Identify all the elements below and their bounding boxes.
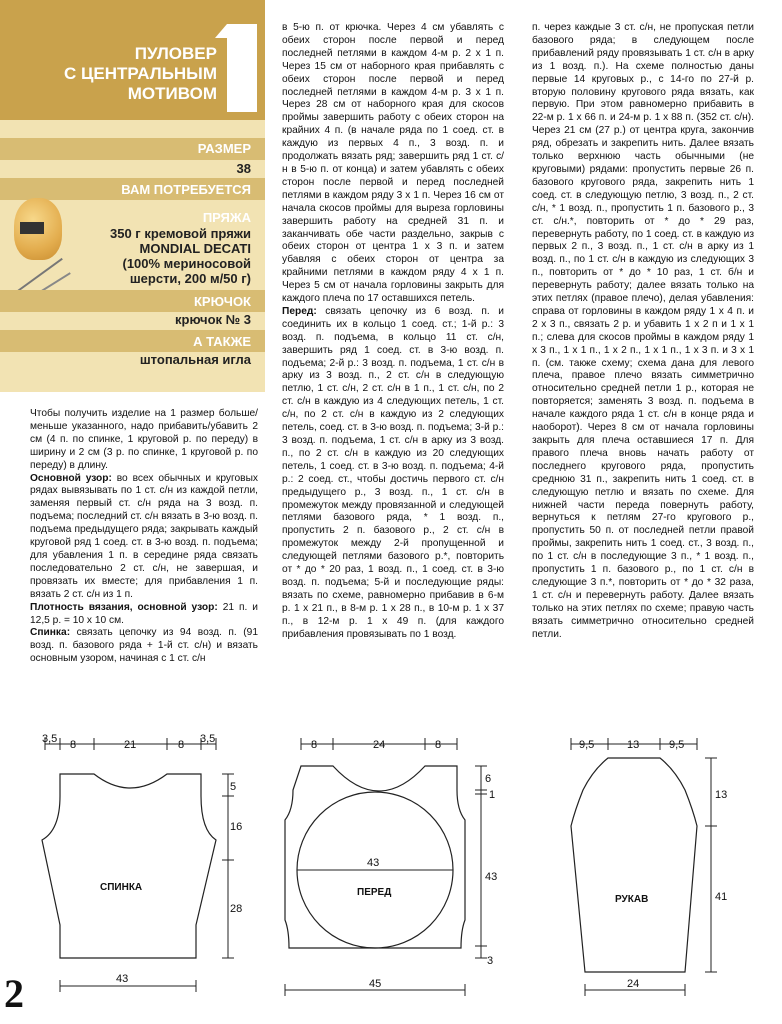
dimension-label: 43	[485, 871, 498, 883]
dimension-label: 24	[627, 978, 640, 990]
dimension-label: 8	[311, 739, 318, 751]
dimension-label: 28	[230, 903, 243, 915]
yarn-details: 350 г кремовой пряжи MONDIAL DECATI (100% мериносовой шерсти, 200 м/50 г)	[109, 226, 251, 286]
sleeve-schematic	[545, 730, 765, 1000]
info-panel	[0, 0, 265, 392]
front-label: ПЕРЕД	[357, 887, 392, 898]
dimension-label: 24	[373, 739, 386, 751]
sleeve-label: РУКАВ	[615, 894, 649, 905]
number-one-graphic	[227, 24, 257, 112]
back-schematic	[20, 730, 250, 1000]
dimension-label: 16	[230, 821, 243, 833]
page-title: ПУЛОВЕР С ЦЕНТРАЛЬНЫМ МОТИВОМ	[64, 44, 217, 103]
text-column-1: Чтобы получить изделие на 1 размер больше/меньше указанного, надо прибавить/убавить 2 см (4 п. по спинке, 1 круговой р. по переду) в ширину и 2 см (3 р. по спинке, 1 круговой р. по переду) в длину. Основной узор: во всех обычных и круговых рядах вывязывать по 1 ст. с/н из каждой петли, заменяя первый ст. с/н ряда на 3 возд. п. подъема; последний ст. с/н вязать в 3-ю возд. п. подъема предыдущего ряда; закрывать каждый круговой ряд 1 соед. ст. в 3-ю возд. п. подъема; для убавления 1 п. в середине ряда связать последовательно 2 ст. с/н, не завершая, и провязать их вместе; для прибавления 1 п. вязать 2 ст. с/н из 1 п. Плотность вязания, основной узор: 21 п. и 12,5 р. = 10 х 10 см. Спинка: связать цепочку из 94 возд. п. (91 возд. п. базового ряда + 1-й ст. с/н) и вязать основным узором, начиная с 1 ст. с/н	[30, 408, 258, 665]
dimension-label: 21	[124, 739, 137, 751]
dimension-label: 3,5	[200, 733, 216, 745]
dimension-label: 6	[485, 773, 492, 785]
hook-label: КРЮЧОК	[193, 294, 251, 309]
title-box	[0, 0, 265, 120]
also-value: штопальная игла	[139, 352, 251, 367]
dimension-label: 9,5	[669, 739, 685, 751]
size-value: 38	[236, 161, 251, 176]
back-label: СПИНКА	[100, 882, 143, 893]
dimension-label: 43	[367, 857, 380, 869]
needs-label: ВАМ ПОТРЕБУЕТСЯ	[121, 182, 251, 197]
also-label: А ТАКЖЕ	[193, 334, 251, 349]
yarn-label: ПРЯЖА	[202, 210, 251, 225]
dimension-label: 8	[435, 739, 442, 751]
yarn-label-icon	[20, 222, 44, 234]
dimension-label: 5	[230, 781, 237, 793]
dimension-label: 45	[369, 978, 382, 990]
dimension-label: 1	[489, 789, 496, 801]
hook-value: крючок № 3	[175, 312, 251, 327]
dimension-label: 13	[627, 739, 640, 751]
dimension-label: 9,5	[579, 739, 595, 751]
dimension-label: 41	[715, 891, 728, 903]
dimension-label: 13	[715, 789, 728, 801]
dimension-label: 3	[487, 955, 494, 967]
text-column-3: п. через каждые 3 ст. с/н, не пропуская петли базового ряда; в следующем после прибавлений ряду провязывать 1 ст. с/н в арку из 1 возд. п.). На схеме полностью даны первые 14 круговых р., с 14-го по 27-й р. вторую половину кругового ряда вязать, как первую. При этом равномерно прибавить в 22-м р. 1 х 66 п. и 24-м р. 1 х 88 п. (352 ст. с/н). Через 21 см (27 р.) от центра круга, закончив ряд, обрезать и закрепить нить. Далее вязать только верхнюю часть обычными (не круговыми) рядами: пропустить первые 26 п. базового кругового ряда, закрепить нить 1 соед. ст. в следующую петлю, 3 возд. п., 2 ст. с/н, * 1 возд. п., пропустить 1 п. базового р., 3 ст. с/н.*, повторить от * до * 29 раз, перевернуть работу, по 1 соед. ст. в каждую из первых 2 п., 3 возд. п., 1 ст. с/н в арку из 1 возд. п., по 1 ст. с/н в каждую из следующих 3 п., повторить от * до * 10 раз, 1 ст. б/н и перевернуть работу; далее вязать только на этих петлях (правое плечо), делая убавления: справа от горловины в каждом ряду 1 х 4 п. и 2 х 3 п., связать 2 р. и убавить 1 х 2 п и 1 х 1 п.; слева для скосов проймы в каждом ряду 1 х 3 п., 1 х 1 п., 1 х 2 п., 1 х 1 п., 1 х 3 п. и 3 х 1 п. (см. также схему; схема дана для левого плеча, правое плечо вязать симметрично относительно средней петли 1 р., которая не повторяется; заменять 3 возд. п. подъема в начале каждого ряда 1 ст. с/н в конце ряда и наоборот). Через 8 см от начала горловины закрыть для плеча оставшиеся 17 п. Для правого плеча вновь начать работу от последнего кругового ряда, пропустить среднюю 31 п., закрепить нить 1 соед. ст. в следующую петлю и вязать по схеме. Для нижней части переда повернуть работу, вернуться к петлям 27-го кругового р., пропустить 50 п. от последней петли правой проймы, закрепить нить 1 соед. ст., 3 возд. п., по 1 ст. с/н в последующие 3 п., * 1 возд. п., пропустить 1 п. базового р., по 1 ст. с/н в следующие 3 п.*, повторить от * до * 32 раза, 1 ст. с/н и перевернуть работу. Далее вязать только на этих петлях по схеме; правую часть вязать симметрично относительно средней петли.	[532, 22, 754, 640]
dimension-label: 3,5	[42, 733, 58, 745]
dimension-label: 43	[116, 973, 129, 985]
front-schematic	[275, 730, 515, 1000]
dimension-label: 8	[70, 739, 77, 751]
page-number: 2	[4, 971, 24, 1016]
dimension-label: 8	[178, 739, 185, 751]
size-label: РАЗМЕР	[197, 141, 251, 156]
text-column-2: в 5-ю п. от крючка. Через 4 см убавлять с обеих сторон после первой и перед последней петлями в каждом 4-м р. 2 х 1 п. Через 15 см от наборного края прибавлять с обеих сторон после первой и перед последней петлями в каждом 4-м р. 3 х 1 п. Через 28 см от наборного края для скосов проймы завершить работу с обеих сторон на крайних 4 п. (в начале ряда по 1 соед. ст. в каждую из первых 4 п., 3 возд. п. и продолжать вязать ряд; завершить ряд 1 ст. с/н в 5-ю п. от конца) и затем убавлять с обеих сторон после первой и перед последней петлями в каждом ряду 3 х 1 п. Через 16 см от начала скосов проймы для выреза горловины завершить работу на средней 31 п. и заканчивать обе части раздельно, закрыв с обеих сторон от центра 1 х 3 п. и затем убавляя с обеих сторон от центра за крайними петлями в каждом ряду 4 х 1 п. Через 5 см от начала горловины закрыть для каждого плеча по 17 оставшихся петель. Перед: связать цепочку из 6 возд. п. и соединить их в кольцо 1 соед. ст.; 1-й р.: 3 возд. п. подъема, в кольцо 11 ст. с/н, завершить ряд 1 соед. ст. в 3-ю возд. п. подъема; 2-й р.: 3 возд. п. подъема, 1 ст. с/н в арку из 3 возд. п., 2 ст. с/н в следующую петлю, 1 ст. с/н, 2 ст. с/н в 1 п., 1 ст. с/н, по 2 ст. с/н в каждую из 4 следующих петель, 1 ст. с/н, по 2 ст. с/н в каждую из 2 следующих петель, соед. ст. в 3-ю возд. п. подъема; 3-й р.: 3 возд. п. подъема, 1 ст. с/н в арку из 3 возд. п., по 2 ст. с/н в каждую из 20 следующих петель, 1 соед. ст. в 3-ю возд. п. подъема; 4-й р.: 2 соед. ст., чтобы достичь первого ст. с/н предыдущего р., 3 возд. п., 1 ст. с/н в промежуток между провязанной и следующей петлями базового ряда, * 1 возд. п., пропустить 2 п. базового р., 2 ст. с/н в промежуток между 2-й пропущенной и следующей петлями базового р.*, повторить от * до * 20 раз, 1 возд. п., 1 соед. ст. в 3-ю возд. п. подъема; 5-й и последующие ряды: вязать по схеме, равномерно прибавив в 6-м р. 1 х 21 п., в 8-м р. 1 х 28 п., в 10-м р. 1 х 37 п., в 12-м р. 1 х 49 п. (для каждого прибавления провязывать по 1 возд.	[282, 22, 504, 640]
